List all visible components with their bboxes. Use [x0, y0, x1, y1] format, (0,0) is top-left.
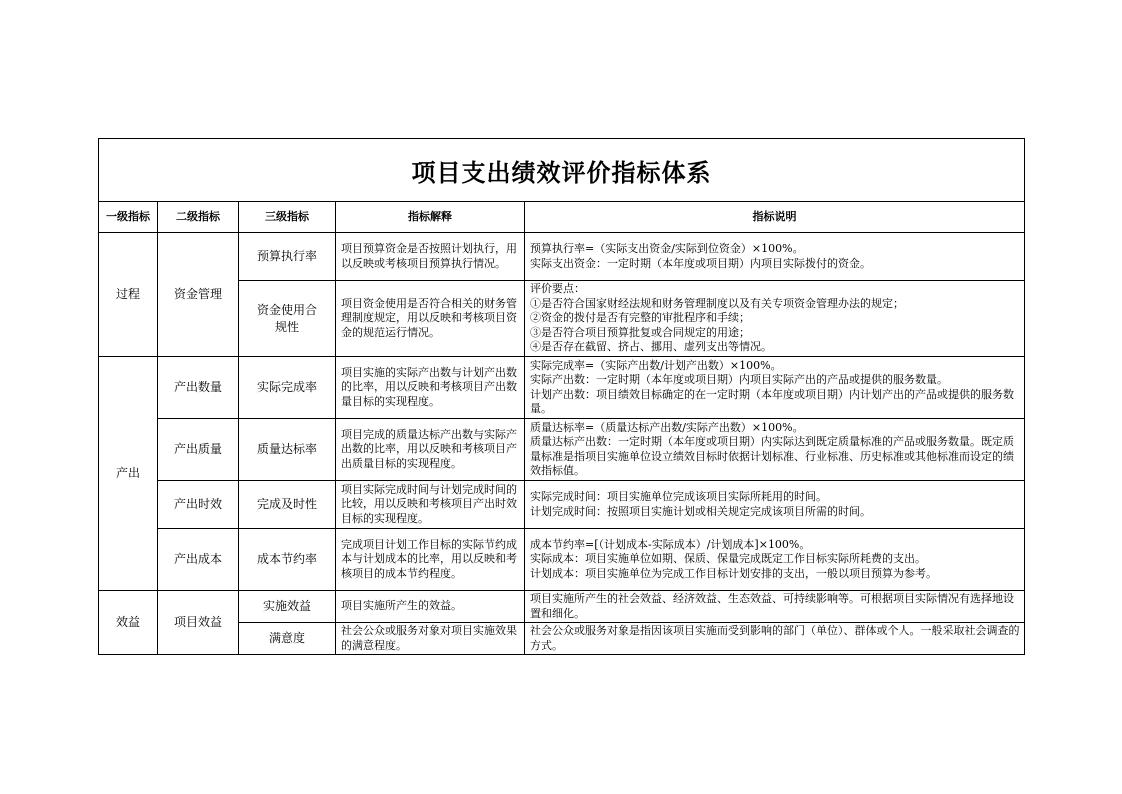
- table-row: [99, 591, 1025, 623]
- description-line: ②资金的拨付是否有完整的审批程序和手续；: [530, 311, 750, 325]
- description-line: 实际完成率=（实际产出数/计划产出数）×100%。: [530, 358, 782, 372]
- level3-cell: 质量达标率: [239, 419, 336, 481]
- indicator-table: [98, 138, 1025, 655]
- explanation-cell: 项目实施的实际产出数与计划产出数的比率，用以反映和考核项目产出数量目标的实现程度。: [336, 357, 525, 419]
- level1-benefit: 效益: [99, 591, 158, 655]
- table-row: [99, 481, 1025, 529]
- description-line: 预算执行率=（实际支出资金/实际到位资金）×100%。: [530, 242, 804, 255]
- level1-output: 产出: [99, 357, 158, 591]
- explanation-cell: 项目预算资金是否按照计划执行，用以反映或考核项目预算执行情况。: [336, 233, 525, 281]
- level3-cell: 满意度: [239, 623, 336, 655]
- description-line: 计划成本：项目实施单位为完成工作目标计划安排的支出，一般以项目预算为参考。: [530, 566, 937, 580]
- explanation-cell: 社会公众或服务对象对项目实施效果的满意程度。: [336, 623, 525, 655]
- description-line: 实际成本：项目实施单位如期、保质、保量完成既定工作目标实际所耗费的支出。: [530, 552, 926, 566]
- table-row: [99, 529, 1025, 591]
- description-line: 质量达标产出数：一定时期（本年度或项目期）内实际达到既定质量标准的产品或服务数量。既定质量标准是指项目实施单位设立绩效目标时依据计划标准、行业标准、历史标准或其他标准而设定的绩效指标值。: [530, 435, 1014, 477]
- description-cell: [525, 623, 1025, 655]
- header-level1: 一级指标: [99, 202, 158, 233]
- level3-cell: 实际完成率: [239, 357, 336, 419]
- description-cell: [525, 233, 1025, 281]
- level3-cell: 预算执行率: [239, 233, 336, 281]
- description-line: ③是否符合项目预算批复或合同规定的用途；: [530, 325, 750, 339]
- description-line: 成本节约率=[（计划成本-实际成本）/计划成本]×100%。: [530, 537, 811, 551]
- header-description: 指标说明: [525, 202, 1025, 233]
- explanation-cell: 项目实施所产生的效益。: [336, 591, 525, 623]
- table-row: [99, 233, 1025, 281]
- level2-fund-management: 资金管理: [158, 233, 239, 357]
- level3-cell: 实施效益: [239, 591, 336, 623]
- header-explanation: 指标解释: [336, 202, 525, 233]
- description-line: ④是否存在截留、挤占、挪用、虚列支出等情况。: [530, 340, 772, 354]
- explanation-cell: 项目完成的质量达标产出数与实际产出数的比率，用以反映和考核项目产出质量目标的实现程度。: [336, 419, 525, 481]
- description-line: 质量达标率=（质量达标产出数/实际产出数）×100%。: [530, 420, 804, 434]
- level2-output-cost: 产出成本: [158, 529, 239, 591]
- level3-cell: 完成及时性: [239, 481, 336, 529]
- description-cell: [525, 357, 1025, 419]
- explanation-cell: 完成项目计划工作目标的实际节约成本与计划成本的比率，用以反映和考核项目的成本节约程度。: [336, 529, 525, 591]
- header-level3: 三级指标: [239, 202, 336, 233]
- description-line: 实际完成时间：项目实施单位完成该项目实际所耗用的时间。: [530, 490, 827, 503]
- level2-output-timeliness: 产出时效: [158, 481, 239, 529]
- description-cell: [525, 591, 1025, 623]
- description-line: ①是否符合国家财经法规和财务管理制度以及有关专项资金管理办法的规定；: [530, 296, 904, 310]
- level2-project-benefit: 项目效益: [158, 591, 239, 655]
- header-level2: 二级指标: [158, 202, 239, 233]
- description-cell: [525, 419, 1025, 481]
- level3-cell: 资金使用合规性: [239, 281, 336, 357]
- description-cell: [525, 281, 1025, 357]
- explanation-cell: 项目资金使用是否符合相关的财务管理制度规定，用以反映和考核项目资金的规范运行情况。: [336, 281, 525, 357]
- description-cell: [525, 529, 1025, 591]
- description-line: 实际支出资金：一定时期（本年度或项目期）内项目实际拨付的资金。: [530, 256, 871, 270]
- table-title: 项目支出绩效评价指标体系: [99, 139, 1025, 202]
- explanation-cell: 项目实际完成时间与计划完成时间的比较，用以反映和考核项目产出时效目标的实现程度。: [336, 481, 525, 529]
- description-line: 计划完成时间：按照项目实施计划或相关规定完成该项目所需的时间。: [530, 504, 871, 518]
- description-cell: [525, 481, 1025, 529]
- table-row: [99, 419, 1025, 481]
- level2-output-quantity: 产出数量: [158, 357, 239, 419]
- table-row: [99, 357, 1025, 419]
- description-line: 项目实施所产生的社会效益、经济效益、生态效益、可持续影响等。可根据项目实际情况有选择地设置和细化。: [530, 592, 1014, 620]
- level2-output-quality: 产出质量: [158, 419, 239, 481]
- description-line: 评价要点：: [530, 282, 585, 296]
- description-line: 实际产出数：一定时期（本年度或项目期）内项目实际产出的产品或提供的服务数量。: [530, 373, 948, 386]
- level3-cell: 成本节约率: [239, 529, 336, 591]
- description-line: 计划产出数：项目绩效目标确定的在一定时期（本年度或项目期）内计划产出的产品或提供的服务数量。: [530, 387, 1014, 415]
- level1-process: 过程: [99, 233, 158, 357]
- description-line: 社会公众或服务对象是指因该项目实施而受到影响的部门（单位）、群体或个人。一般采取社会调查的方式。: [530, 624, 1020, 652]
